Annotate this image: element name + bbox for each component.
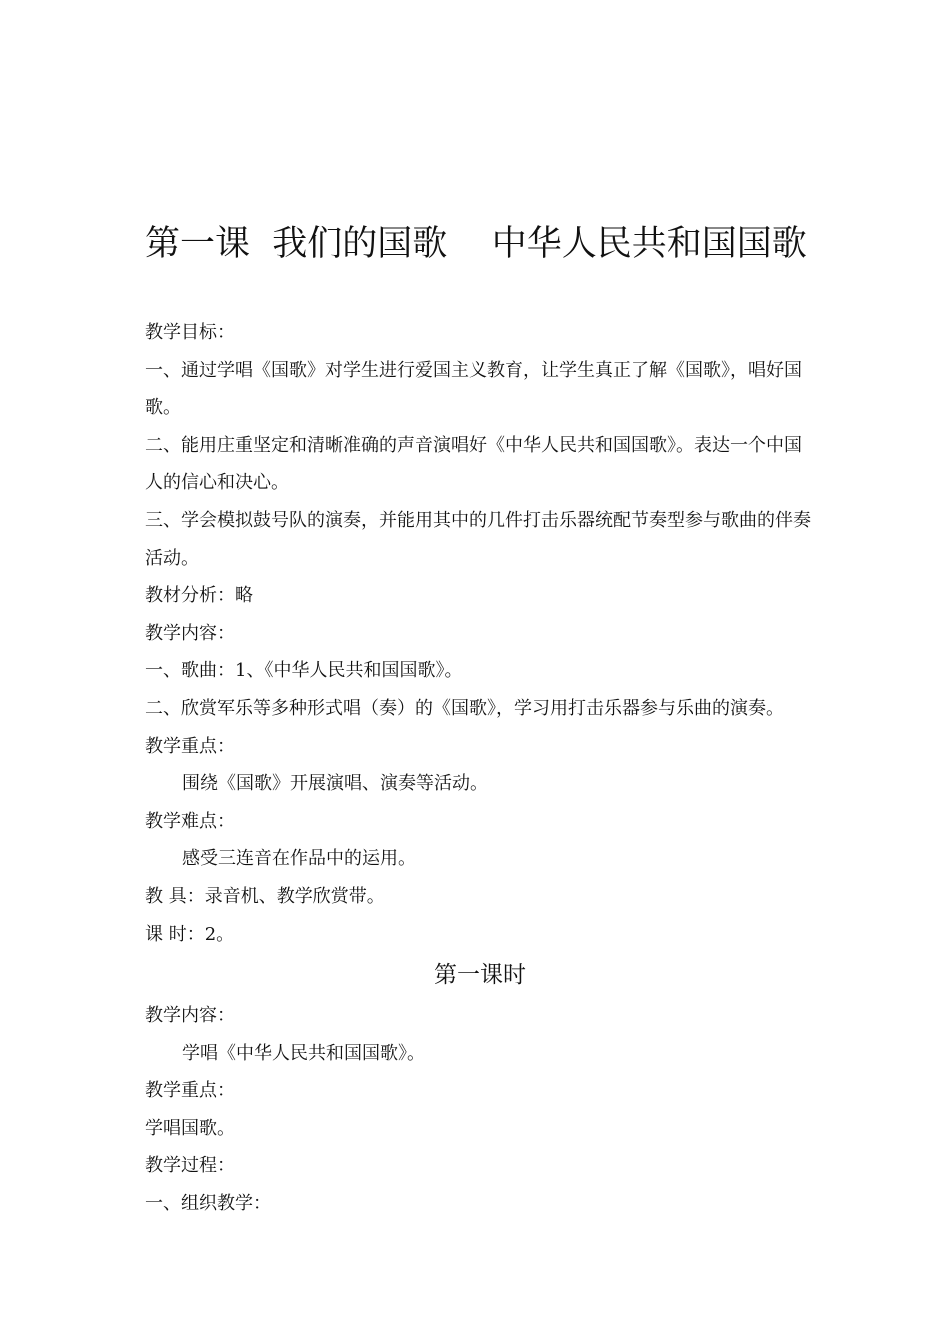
teaching-aids: 教 具：录音机、教学欣赏带。: [145, 885, 385, 907]
objectives-heading: 教学目标：: [145, 322, 235, 343]
document-body: [145, 314, 815, 1223]
content-item-1: 一、歌曲：1、《中华人民共和国国歌》。: [145, 660, 463, 682]
objective-item-2: 二、能用庄重坚定和清晰准确的声音演唱好《中华人民共和国国歌》。表达一个中国人的信心和决心。: [145, 434, 802, 494]
page-title: 第一课 我们的国歌 中华人民共和国国歌: [145, 224, 807, 264]
process-heading: 教学过程：: [145, 1155, 235, 1177]
objective-item-1: 一、通过学唱《国歌》对学生进行爱国主义教育，让学生真正了解《国歌》，唱好国歌。: [145, 359, 802, 419]
lesson-key-points-text: 学唱国歌。: [145, 1117, 235, 1139]
section-heading-lesson-1: 第一课时: [434, 962, 526, 989]
objective-item-3: 三、学会模拟鼓号队的演奏，并能用其中的几件打击乐器统配节奏型参与歌曲的伴奏活动。: [145, 509, 811, 569]
difficulty-text: 感受三连音在作品中的运用。: [182, 848, 416, 870]
lesson-content-text: 学唱《中华人民共和国国歌》。: [182, 1042, 425, 1064]
content-heading: 教学内容：: [145, 622, 235, 644]
process-step-1: 一、组织教学：: [145, 1193, 271, 1215]
content-item-2: 二、欣赏军乐等多种形式唱（奏）的《国歌》，学习用打击乐器参与乐曲的演奏。: [145, 697, 784, 719]
material-analysis: 教材分析：略: [145, 585, 253, 607]
key-points-text: 围绕《国歌》开展演唱、演奏等活动。: [182, 773, 488, 795]
difficulty-heading: 教学难点：: [145, 810, 235, 832]
class-hours: 课 时：2。: [145, 923, 235, 945]
lesson-key-points-heading: 教学重点：: [145, 1080, 235, 1102]
key-points-heading: 教学重点：: [145, 735, 235, 757]
lesson-content-heading: 教学内容：: [145, 1005, 235, 1027]
